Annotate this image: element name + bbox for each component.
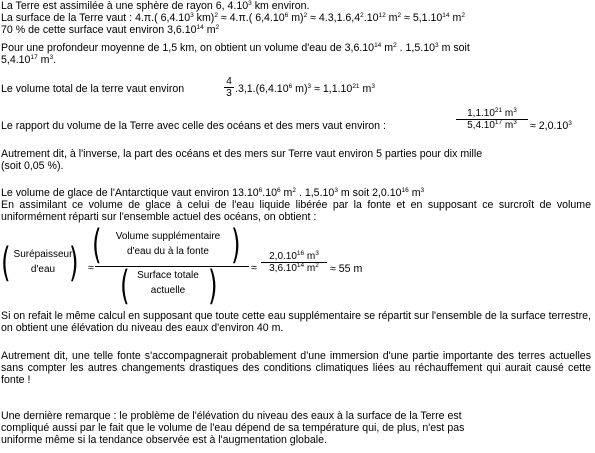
text-line: La Terre est assimilée à une sphère de rayon 6, 4.10$^3$ km environ. <box>1 0 310 12</box>
text-line: 5,4.10$^{17}$ $m^3$. <box>1 54 57 66</box>
approx-sign: ≈ <box>251 262 257 274</box>
right-paren: ) <box>231 222 241 268</box>
ratio-text: Le rapport du volume de la Terre avec celle des océans et des mers vaut environ : <box>1 120 386 132</box>
fraction-numerator: 1,1.10$^{21}$ $m^3$ <box>467 107 517 119</box>
fraction-denominator: 5,4.10$^{17}$ $m^3$ <box>456 119 528 131</box>
text-line: compliqué aussi par le fait que le volume de l'eau dépend de sa température qui, de plus, n'est pas <box>1 422 465 434</box>
ratio-result: ≈ $2,0.10^3$ <box>530 120 572 132</box>
text-paragraph: En assimilant ce volume de glace à celui de l'eau liquide libérée par la fonte et en supposant ce surcroît de volume uniformément réparti sur l'ensemble actuel des océans, on obtient : <box>1 199 591 223</box>
numerator-line: d'eau du à la fonte <box>127 246 209 257</box>
text-line: 70 % de cette surface vaut environ 3,6.10$^{14}$ $m^2$ <box>1 24 220 36</box>
denominator-line: actuelle <box>150 285 186 296</box>
denominator-text <box>128 270 208 296</box>
numerator-line: Volume supplémentaire <box>115 231 221 242</box>
fraction-numerator: 4 <box>226 76 232 87</box>
left-paren: ( <box>92 222 102 268</box>
fraction-four-thirds <box>224 76 234 99</box>
ratio-fraction <box>456 108 528 131</box>
volume-text: Le volume total de la terre vaut environ <box>1 83 185 95</box>
text-paragraph: Si on refait le même calcul en supposant que toute cette eau supplémentaire se répartit sur l'ensemble de la surface terrestre, on obtient une élévation du niveau des eaux d'environ 40 m. <box>1 310 591 334</box>
text-line: Une dernière remarque : le problème de l'élévation du niveau des eaux à la surface de la Terre est <box>1 410 462 422</box>
left-paren: ( <box>120 263 130 309</box>
approx-sign: ≈ <box>88 262 94 274</box>
text-line: uniforme même si la tendance observée est à l'augmentation globale. <box>1 434 327 446</box>
volume-math: .3,1.(6,4.10$^6$ $m)^3 \approx 1,1.10^{21}$ $m^3$ <box>235 83 375 95</box>
text-line: Le volume de glace de l'Antarctique vaut environ $13.10^6.10^6$ $m^2$ . 1,5.10$^3$ m soit 2,0.10$^{16}$ $m^3$ <box>1 187 425 199</box>
lhs-line: d'eau <box>30 264 56 275</box>
denominator-line: Surface totale <box>137 270 199 281</box>
right-paren: ) <box>69 240 79 286</box>
fraction-numerator: 2,0.10$^{16}$ $m^3$ <box>269 250 319 262</box>
text-line: Pour une profondeur moyenne de 1,5 km, on obtient un volume d'eau de 3,6.10$^{14}$ $m^2$ . 1,5.10$^3$ m soit <box>1 42 470 54</box>
left-paren: ( <box>1 240 11 286</box>
numerator-text <box>103 231 233 257</box>
fraction-denominator: 3,6.10$^{14}$ $m^2$ <box>261 262 327 274</box>
formula-result: ≈ 55 m <box>330 263 363 275</box>
text-paragraph: Autrement dit, une telle fonte s'accompagnerait probablement d'une immersion d'une partie importante des terres actuelles sans compter les autres changements drastiques des conditions climatiques liées au réchauffement qui aurait causé cette fonte ! <box>1 350 591 386</box>
result-fraction <box>261 251 327 274</box>
right-paren: ) <box>208 263 218 309</box>
text-line: Autrement dit, à l'inverse, la part des océans et des mers sur Terre vaut environ 5 parties pour dix mille <box>1 148 483 160</box>
lhs-line: Surépaisseur <box>13 249 73 260</box>
text-line: (soit 0,05 %). <box>1 160 64 172</box>
formula-lhs <box>12 249 74 275</box>
text-line: La surface de la Terre vaut : 4.π.( 6,4.10$^3$ km)$^2$ ≈ 4.π.( 6,4.10$^6$ $m)^2 \approx 4.3,1.6,4^2.10^{12}$ $m^2 \approx 5,1.10^{14}$ $m^2$ <box>1 12 465 24</box>
fraction-denominator: 3 <box>224 87 234 99</box>
fraction-bar <box>95 266 249 267</box>
